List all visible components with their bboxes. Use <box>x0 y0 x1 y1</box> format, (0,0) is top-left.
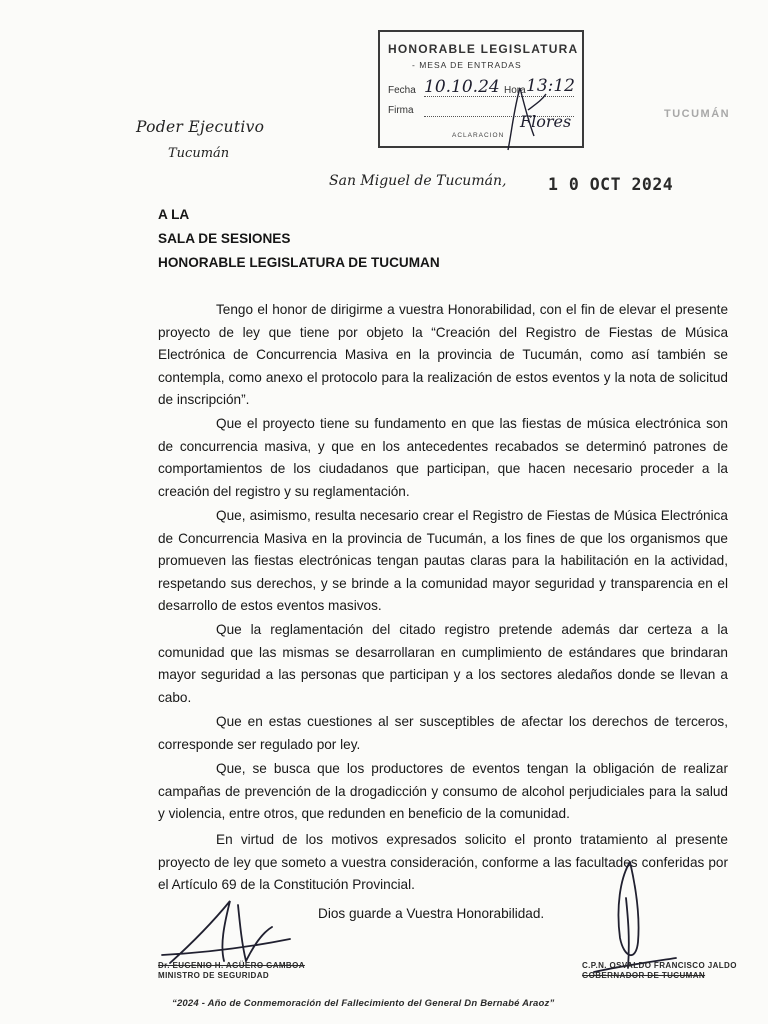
footer-note: “2024 - Año de Conmemoración del Fallecimiento del General Dn Bernabé Araoz” <box>172 998 555 1009</box>
stamp-firma-scribble <box>498 80 548 152</box>
executive-heading: Poder Ejecutivo <box>136 118 265 136</box>
right-signer-name: C.P.N. OSVALDO FRANCISCO JALDO <box>582 961 737 970</box>
tucuman-watermark: TUCUMÁN <box>664 108 731 120</box>
body-paragraph: Que el proyecto tiene su fundamento en que las fiestas de música electrónica son de concurrencia masiva, y que en los antecedentes recabados se determinó patrones de comportamientos de los ciudadanos que participan, que hacen necesario proceder a la creación del registro y su reglamentación. <box>158 416 728 499</box>
left-signer-title: MINISTRO DE SEGURIDAD <box>158 971 270 980</box>
date-stamp: 1 0 OCT 2024 <box>548 175 674 194</box>
left-signer-name: Dr. EUGENIO H. AGÜERO GAMBOA <box>158 961 305 970</box>
left-signature <box>150 895 300 970</box>
right-signer-title: GOBERNADOR DE TUCUMAN <box>582 971 706 980</box>
closing-line: Dios guarde a Vuestra Honorabilidad. <box>318 906 545 921</box>
stamp-aclaracion-value: Flores <box>520 112 572 131</box>
body-paragraph: Que la reglamentación del citado registro pretende además dar certeza a la comunidad que las mismas se desarrollaran en cumplimiento de estándares que brindaran mayor seguridad a las personas que participan y a los sectores aledaños donde se llevan a cabo. <box>158 622 728 705</box>
body-paragraph: Tengo el honor de dirigirme a vuestra Honorabilidad, con el fin de elevar el presente proyecto de ley que tiene por objeto la “Creación del Registro de Fiestas de Música Electrónica de Concurrencia Masiva en la provincia de Tucumán, como así también se contempla, como anexo el protocolo para la realización de estos eventos y la nota de solicitud de inscripción”. <box>158 302 728 407</box>
stamp-fecha-label: Fecha <box>388 85 416 96</box>
stamp-aclaracion-label: ACLARACION <box>452 132 505 139</box>
addressee-line-3: HONORABLE LEGISLATURA DE TUCUMAN <box>158 255 440 270</box>
province-heading: Tucumán <box>168 146 230 161</box>
body-paragraph: Que, asimismo, resulta necesario crear el Registro de Fiestas de Música Electrónica de Concurrencia Masiva en la provincia de Tucumán, a los fines de que los organismos que promueven las fiestas electrónicas tengan pautas claras para la habilitación en la actividad, respetando sus derechos, y se brinde a la comunidad mayor seguridad y transparencia en el desarrollo de estos eventos masivos. <box>158 508 728 613</box>
stamp-title: HONORABLE LEGISLATURA <box>388 42 579 56</box>
body-paragraph: Que en estas cuestiones al ser susceptibles de afectar los derechos de terceros, corresponde ser regulado por ley. <box>158 714 728 752</box>
body-paragraph: En virtud de los motivos expresados solicito el pronto tratamiento al presente proyecto de ley que someto a vuestra consideración, conforme a las facultades conferidas por el Artículo 69 de la Constitución Provincial. <box>158 832 728 892</box>
place-line: San Miguel de Tucumán, <box>329 173 507 189</box>
addressee-line-1: A LA <box>158 207 190 222</box>
addressee-line-2: SALA DE SESIONES <box>158 231 291 246</box>
right-signature <box>590 858 680 978</box>
body-paragraph: Que, se busca que los productores de eventos tengan la obligación de realizar campañas de prevención de la drogadicción y consumo de alcohol perjudiciales para la salud y violencia, entre otros, que redunden en beneficio de la comunidad. <box>158 761 728 821</box>
stamp-firma-label: Firma <box>388 105 414 116</box>
reception-stamp <box>378 30 584 148</box>
stamp-fecha-value: 10.10.24 <box>424 77 500 97</box>
stamp-subtitle: - MESA DE ENTRADAS <box>412 60 522 70</box>
stamp-hora-label: Hora <box>504 85 526 96</box>
stamp-hora-value: 13:12 <box>526 76 575 96</box>
